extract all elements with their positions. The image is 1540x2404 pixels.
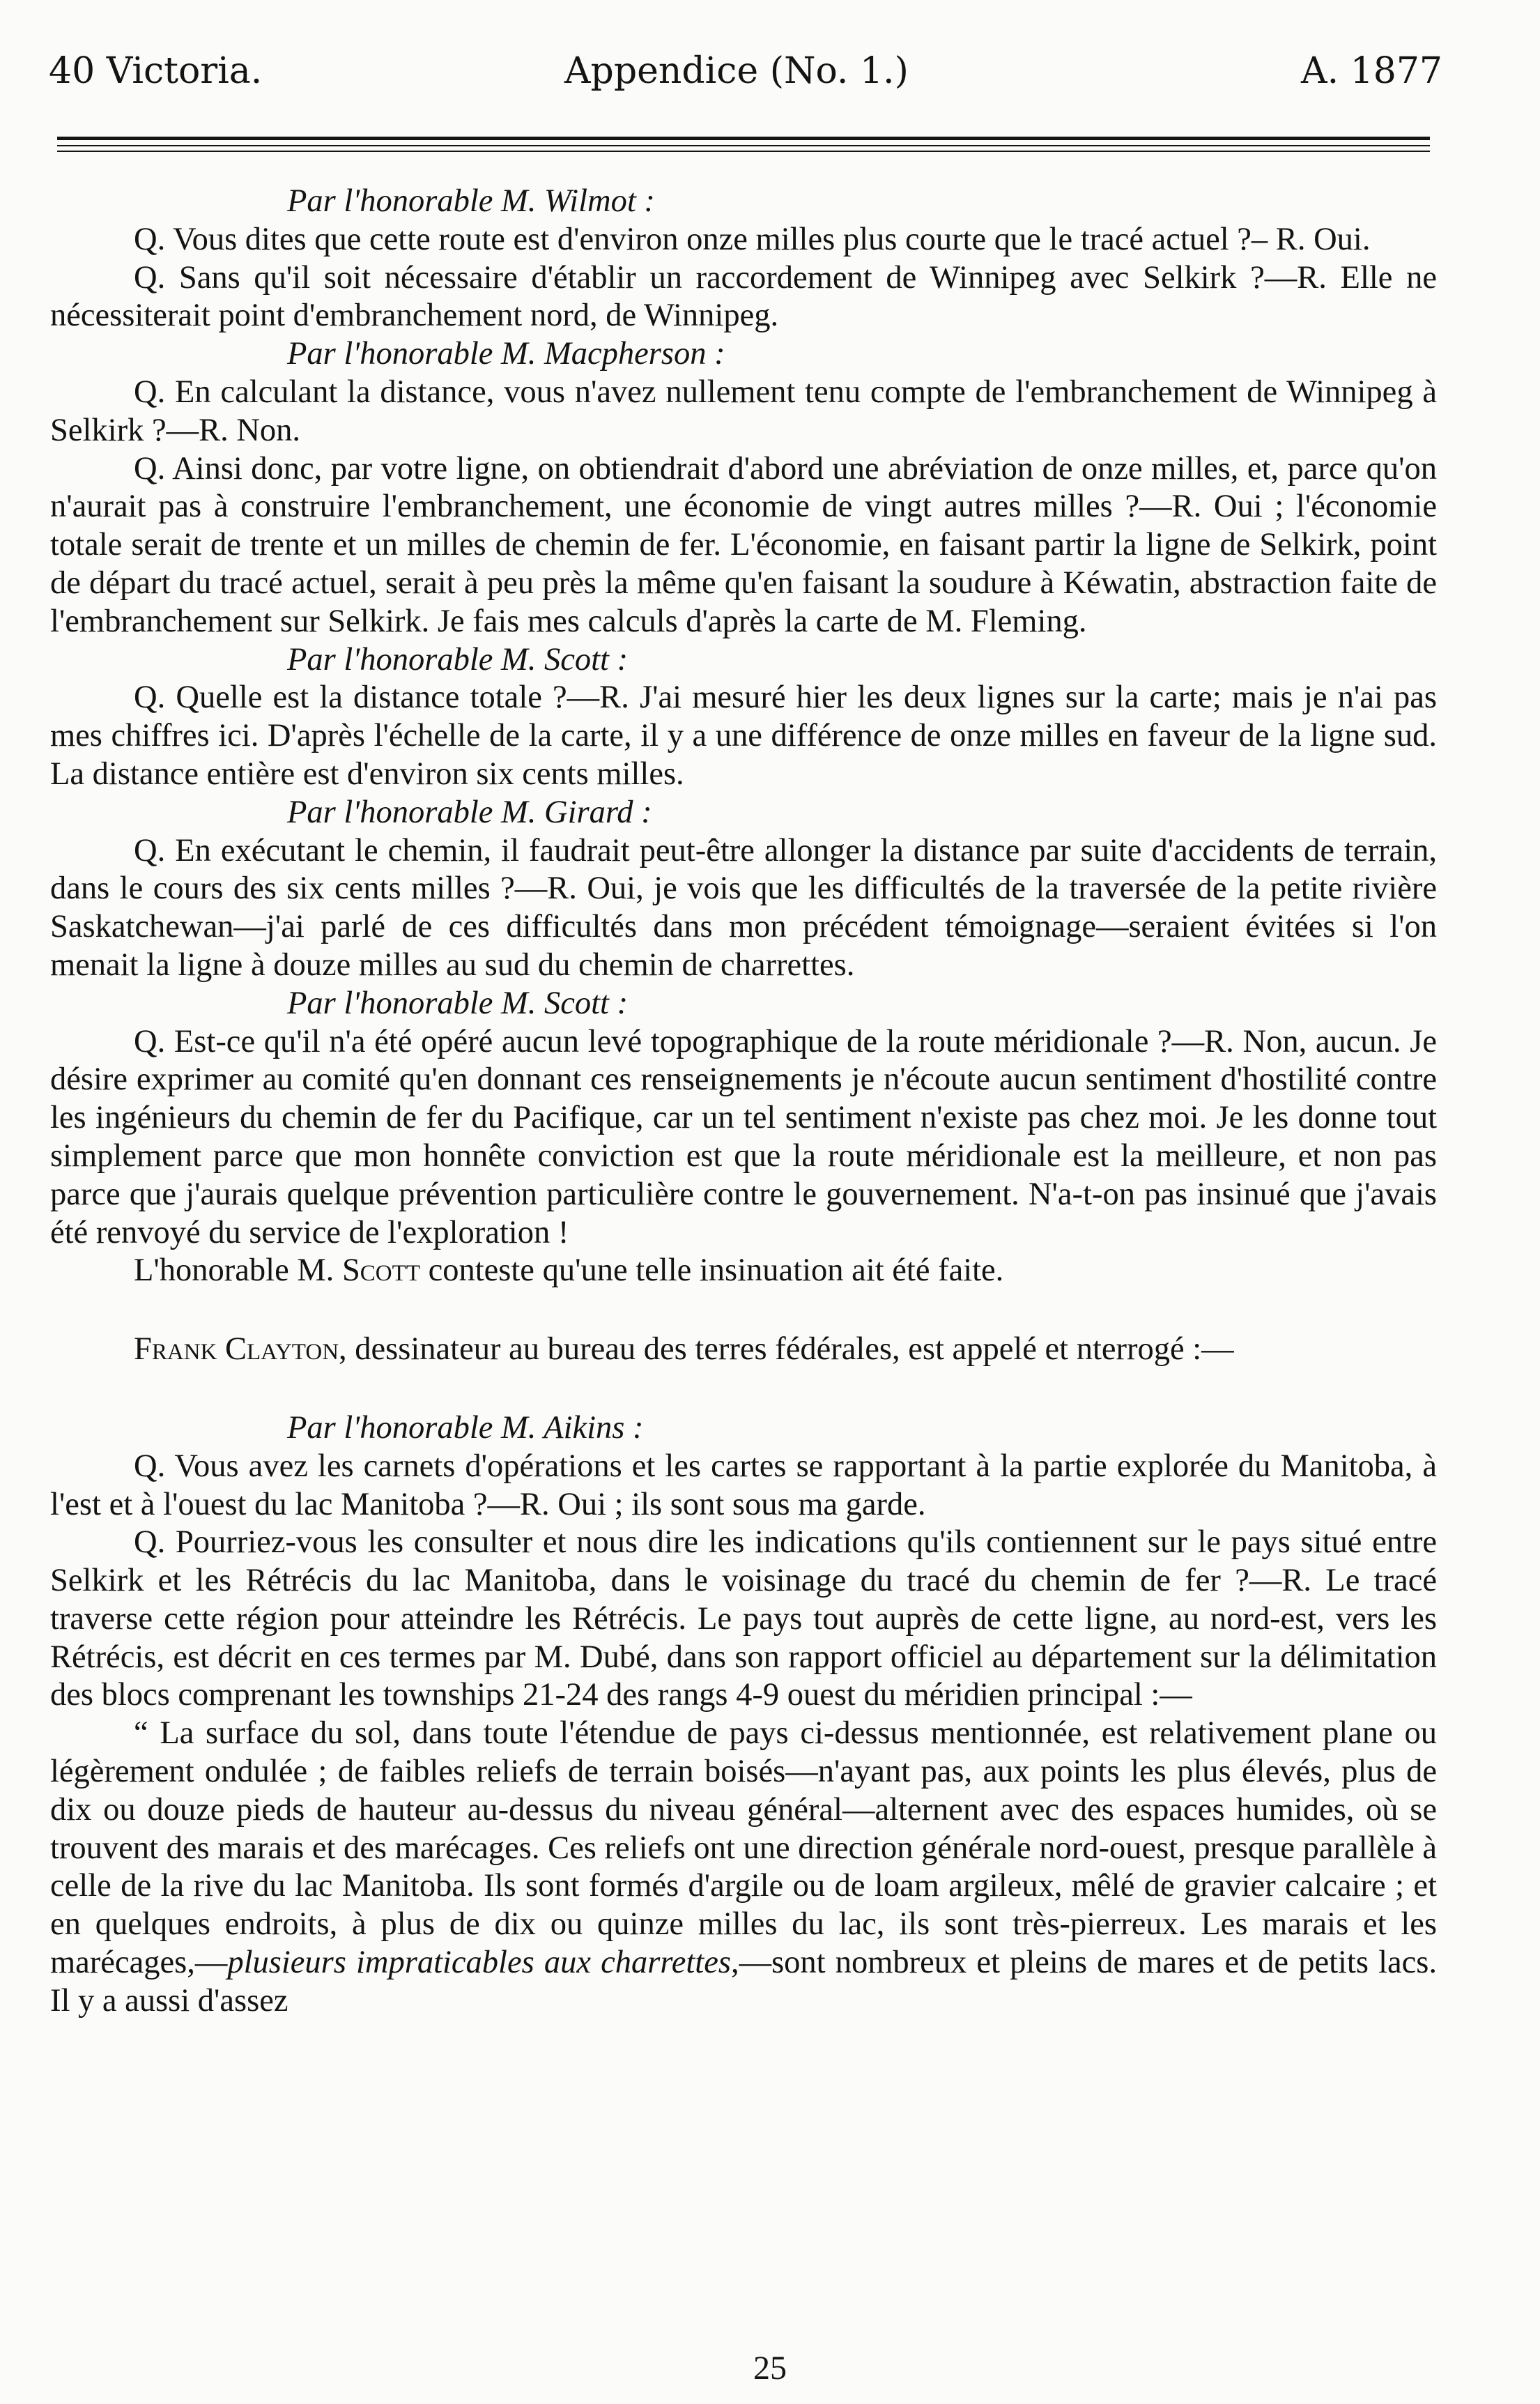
witness-name: Frank Clayton: [134, 1331, 339, 1368]
paragraph: Q. Est-ce qu'il n'a été opéré aucun levé topographique de la route méridionale ?—R. Non, aucun. Je désire exprimer au comité qu'en donnant ces renseignements je n'écoute aucun sentiment d'hostilité contre les ingénieurs du chemin de fer du Pacifique, car un tel sentiment n'existe pas chez moi. Je les donne tout simplement parce que mon honnête conviction est que la route méridionale est la meilleure, et non pas parce que j'aurais quelque prévention particulière contre le gouvernement. N'a-t-on pas insinué que j'avais été renvoyé du service de l'exploration !: [50, 1023, 1437, 1250]
quoted-paragraph: [50, 1715, 1437, 2020]
paragraph: Q. Vous avez les carnets d'opérations et les cartes se rapportant à la partie explorée du Manitoba, à l'est et à l'ouest du lac Manitoba ?—R. Oui ; ils sont sous ma garde.: [50, 1448, 1437, 1522]
paragraph: Q. Pourriez-vous les consulter et nous dire les indications qu'ils contiennent sur le pays situé entre Selkirk et les Rétrécis du lac Manitoba, dans le voisinage du tracé du chemin de fer ?—R. Le tracé traverse cette région pour atteindre les Rétrécis. Le pays tout auprès de cette ligne, au nord-est, vers les Rétrécis, est décrit en ces termes par M. Dubé, dans son rapport officiel au département sur la délimitation des blocs comprenant les townships 21-24 des rangs 4-9 ouest du méridien principal :—: [50, 1524, 1437, 1713]
page-body: [50, 183, 1437, 2021]
speaker-heading: Par l'honorable M. Wilmot :: [287, 183, 655, 219]
header-year: A. 1877: [1301, 50, 1442, 92]
header-session: 40 Victoria.: [49, 50, 263, 92]
paragraph: Q. Quelle est la distance totale ?—R. J'ai mesuré hier les deux lignes sur la carte; mais je n'ai pas mes chiffres ici. D'après l'échelle de la carte, il y a une différence de onze milles en faveur de la ligne sud. La distance entière est d'environ six cents milles.: [50, 680, 1437, 792]
speaker-heading: Par l'honorable M. Girard :: [287, 794, 652, 830]
paragraph: Q. Ainsi donc, par votre ligne, on obtiendrait d'abord une abréviation de onze milles, et, parce qu'on n'aurait pas à construire l'embranchement, une économie de vingt autres milles ?—R. Oui ; l'économie totale serait de trente et un milles de chemin de fer. L'économie, en faisant partir la ligne de Selkirk, point de départ du tracé actuel, serait à peu près la même qu'en faisant la soudure à Kéwatin, abstraction faite de l'embranchement sur Selkirk. Je fais mes calculs d'après la carte de M. Fleming.: [50, 450, 1437, 639]
text-run: “ La surface du sol, dans toute l'étendue de pays ci-dessus mentionnée, est relativement plane ou légèrement ondulée ; de faibles reliefs de terrain boisés—n'ayant pas, aux points les plus élevés, plus de dix ou douze pieds de hauteur au-dessus du niveau général—alternent avec des espaces humides, où se trouvent des marais et des marécages. Ces reliefs ont une direction générale nord-ouest, presque parallèle à celle de la rive du lac Manitoba. Ils sont formés d'argile ou de loam argileux, mêlé de gravier calcaire ; et en quelques endroits, à plus de dix ou quinze milles du lac, ils sont très-pierreux. Les marais et les marécages,—: [50, 1715, 1437, 1981]
header-rule-thin: [57, 145, 1430, 146]
section-gap: [50, 1290, 1437, 1331]
paragraph: Q. Vous dites que cette route est d'environ onze milles plus courte que le tracé actuel ?– R. Oui.: [134, 221, 1371, 257]
text-run: ,—sont nombreux et pleins de mares et de petits lacs. Il y a aussi d'assez: [50, 1945, 1437, 2019]
speaker-heading: Par l'honorable M. Scott :: [287, 985, 629, 1021]
text-run: L'honorable M.: [134, 1253, 342, 1289]
page-number: 25: [753, 2350, 787, 2387]
text-run: conteste qu'une telle insinuation ait été faite.: [419, 1253, 1004, 1289]
header-rule-thick: [57, 137, 1430, 140]
section-gap: [50, 1369, 1437, 1409]
header-appendix: Appendice (No. 1.): [564, 50, 909, 92]
name-small-caps: Scott: [341, 1253, 420, 1289]
witness-introduction: [50, 1331, 1437, 1369]
paragraph: Q. Sans qu'il soit nécessaire d'établir un raccordement de Winnipeg avec Selkirk ?—R. Elle ne nécessiterait point d'embranchement nord, de Winnipeg.: [50, 259, 1437, 334]
paragraph: Q. En calculant la distance, vous n'avez nullement tenu compte de l'embranchement de Winnipeg à Selkirk ?—R. Non.: [50, 374, 1437, 448]
paragraph: [50, 1252, 1437, 1290]
running-header: [49, 50, 1442, 106]
header-rule-thin-2: [57, 151, 1430, 152]
text-run: , dessinateur au bureau des terres fédérales, est appelé et nterrogé :—: [339, 1331, 1234, 1368]
paragraph: Q. En exécutant le chemin, il faudrait peut-être allonger la distance par suite d'accidents de terrain, dans le cours des six cents milles ?—R. Oui, je vois que les difficultés de la traversée de la petite rivière Saskatchewan—j'ai parlé de ces difficultés dans mon précédent témoignage—seraient évitées si l'on menait la ligne à douze milles au sud du chemin de charrettes.: [50, 832, 1437, 983]
speaker-heading: Par l'honorable M. Aikins :: [287, 1409, 644, 1446]
italic-phrase: plusieurs impraticables aux charrettes: [227, 1945, 731, 1981]
speaker-heading: Par l'honorable M. Scott :: [287, 641, 629, 677]
speaker-heading: Par l'honorable M. Macpherson :: [287, 336, 725, 372]
